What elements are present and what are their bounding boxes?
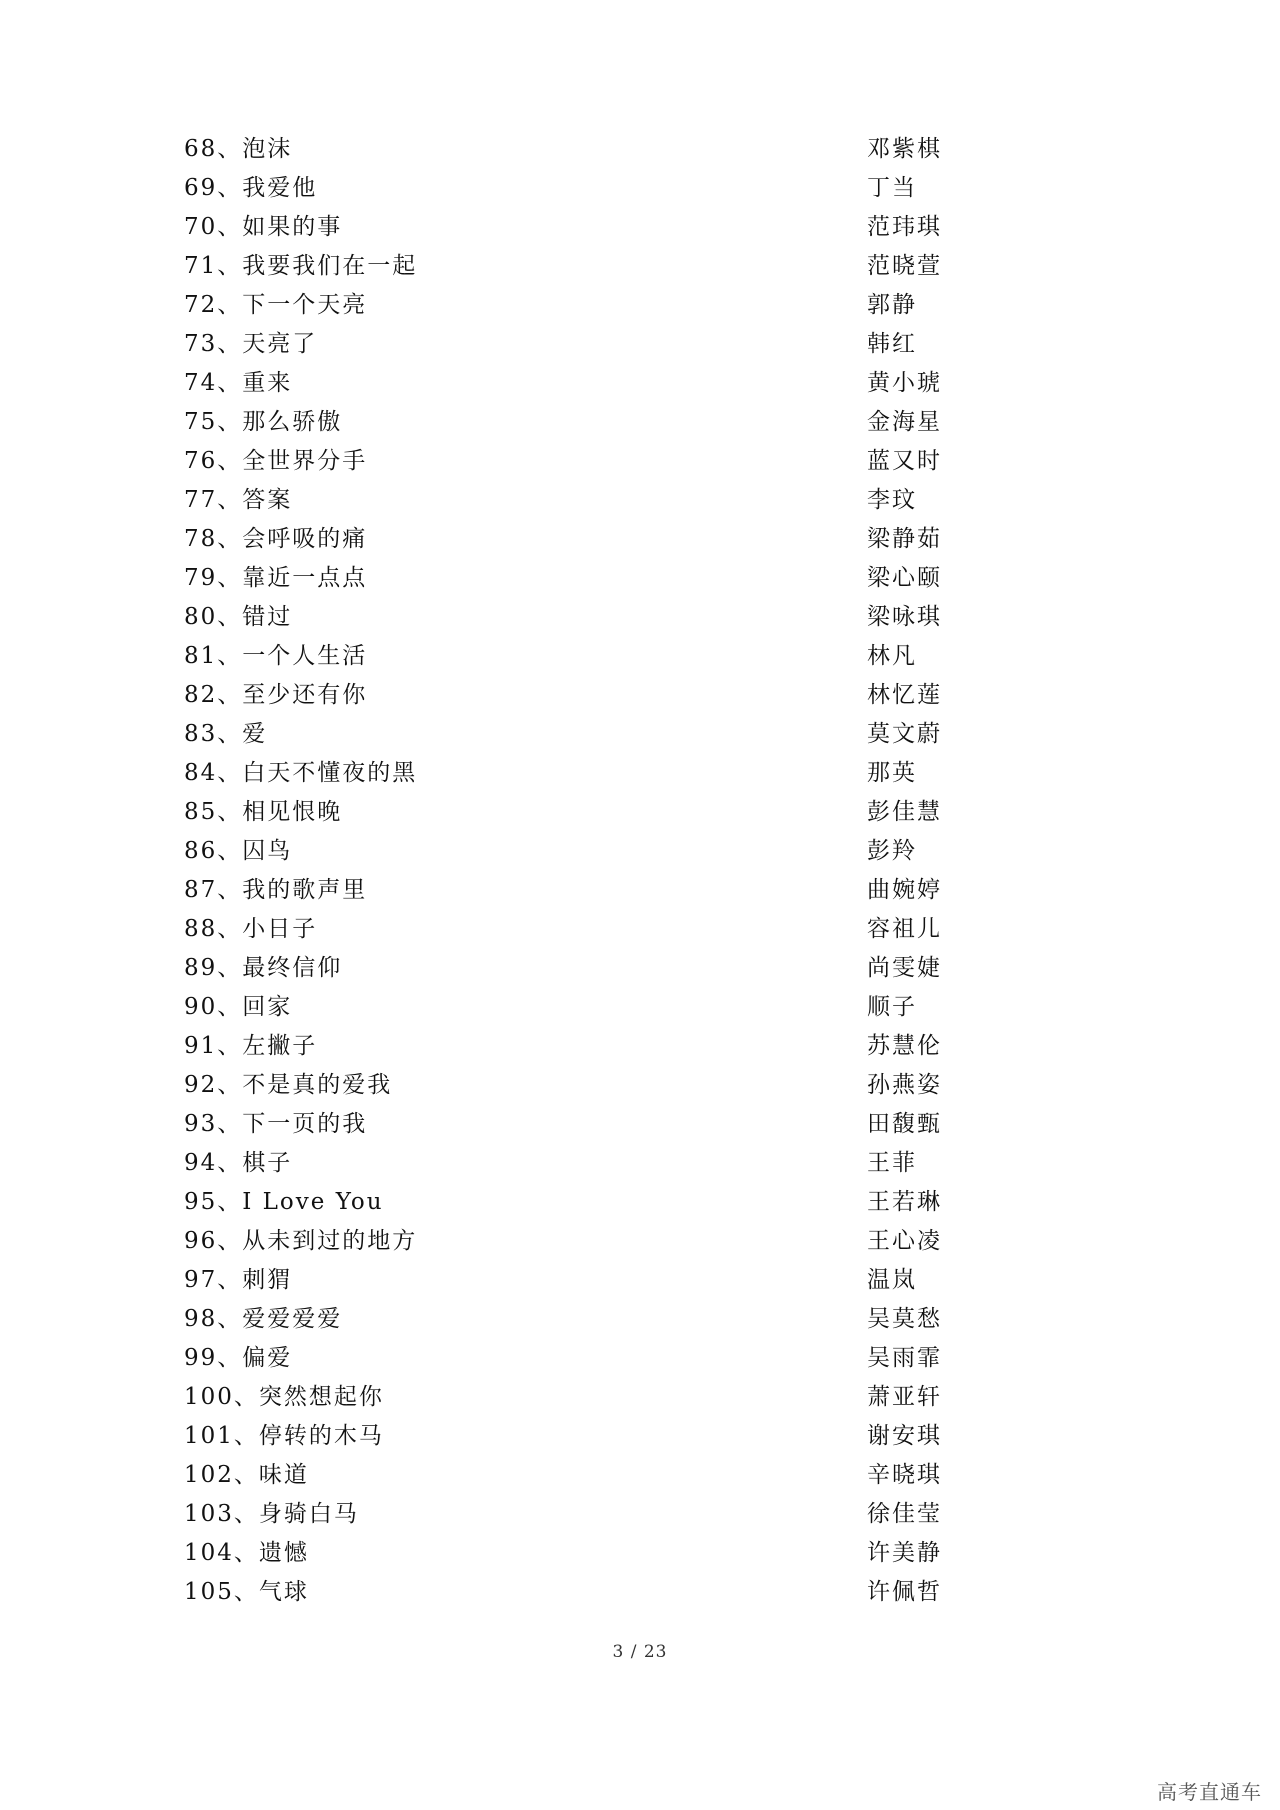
list-item bbox=[184, 637, 944, 676]
singer-name: 范玮琪 bbox=[867, 214, 942, 240]
list-item bbox=[184, 247, 944, 286]
song-title: 105、气球 bbox=[184, 1579, 309, 1605]
song-list bbox=[184, 130, 944, 1612]
song-title: 72、下一个天亮 bbox=[184, 292, 368, 318]
list-item bbox=[184, 442, 944, 481]
list-item bbox=[184, 1495, 944, 1534]
singer-name: 孙燕姿 bbox=[867, 1072, 942, 1098]
song-title: 95、I Love You bbox=[184, 1189, 384, 1215]
song-title: 76、全世界分手 bbox=[184, 448, 368, 474]
singer-name: 容祖儿 bbox=[867, 916, 942, 942]
song-title: 78、会呼吸的痛 bbox=[184, 526, 368, 552]
singer-name: 韩红 bbox=[867, 331, 917, 357]
song-title: 98、爱爱爱爱 bbox=[184, 1306, 343, 1332]
song-title: 89、最终信仰 bbox=[184, 955, 343, 981]
singer-name: 吴雨霏 bbox=[867, 1345, 942, 1371]
watermark-text: 高考直通车 bbox=[1157, 1780, 1262, 1804]
singer-name: 郭静 bbox=[867, 292, 917, 318]
singer-name: 那英 bbox=[867, 760, 917, 786]
song-title: 84、白天不懂夜的黑 bbox=[184, 760, 418, 786]
list-item bbox=[184, 1105, 944, 1144]
song-title: 99、偏爱 bbox=[184, 1345, 293, 1371]
singer-name: 范晓萱 bbox=[867, 253, 942, 279]
list-item bbox=[184, 1300, 944, 1339]
song-title: 70、如果的事 bbox=[184, 214, 343, 240]
singer-name: 彭羚 bbox=[867, 838, 917, 864]
list-item bbox=[184, 403, 944, 442]
singer-name: 苏慧伦 bbox=[867, 1033, 942, 1059]
song-title: 77、答案 bbox=[184, 487, 293, 513]
song-title: 90、回家 bbox=[184, 994, 293, 1020]
list-item bbox=[184, 1261, 944, 1300]
singer-name: 金海星 bbox=[867, 409, 942, 435]
list-item bbox=[184, 286, 944, 325]
list-item bbox=[184, 1144, 944, 1183]
list-item bbox=[184, 208, 944, 247]
song-title: 91、左撇子 bbox=[184, 1033, 318, 1059]
list-item bbox=[184, 325, 944, 364]
singer-name: 曲婉婷 bbox=[867, 877, 942, 903]
singer-name: 许佩哲 bbox=[867, 1579, 942, 1605]
song-title: 68、泡沫 bbox=[184, 136, 293, 162]
list-item bbox=[184, 988, 944, 1027]
list-item bbox=[184, 1183, 944, 1222]
list-item bbox=[184, 1222, 944, 1261]
song-title: 101、停转的木马 bbox=[184, 1423, 384, 1449]
song-title: 82、至少还有你 bbox=[184, 682, 368, 708]
list-item bbox=[184, 481, 944, 520]
singer-name: 辛晓琪 bbox=[867, 1462, 942, 1488]
song-title: 103、身骑白马 bbox=[184, 1501, 359, 1527]
song-title: 104、遗憾 bbox=[184, 1540, 309, 1566]
list-item bbox=[184, 1378, 944, 1417]
song-title: 100、突然想起你 bbox=[184, 1384, 384, 1410]
singer-name: 田馥甄 bbox=[867, 1111, 942, 1137]
song-title: 102、味道 bbox=[184, 1462, 309, 1488]
singer-name: 黄小琥 bbox=[867, 370, 942, 396]
list-item bbox=[184, 364, 944, 403]
list-item bbox=[184, 1339, 944, 1378]
list-item bbox=[184, 1066, 944, 1105]
singer-name: 邓紫棋 bbox=[867, 136, 942, 162]
list-item bbox=[184, 1534, 944, 1573]
list-item bbox=[184, 559, 944, 598]
list-item bbox=[184, 676, 944, 715]
singer-name: 梁心颐 bbox=[867, 565, 942, 591]
list-item bbox=[184, 871, 944, 910]
singer-name: 林忆莲 bbox=[867, 682, 942, 708]
song-title: 85、相见恨晚 bbox=[184, 799, 343, 825]
song-title: 74、重来 bbox=[184, 370, 293, 396]
song-title: 75、那么骄傲 bbox=[184, 409, 343, 435]
singer-name: 王菲 bbox=[867, 1150, 917, 1176]
song-title: 92、不是真的爱我 bbox=[184, 1072, 393, 1098]
singer-name: 彭佳慧 bbox=[867, 799, 942, 825]
song-title: 86、囚鸟 bbox=[184, 838, 293, 864]
singer-name: 王心凌 bbox=[867, 1228, 942, 1254]
list-item bbox=[184, 520, 944, 559]
song-title: 73、天亮了 bbox=[184, 331, 318, 357]
singer-name: 莫文蔚 bbox=[867, 721, 942, 747]
list-item bbox=[184, 1573, 944, 1612]
singer-name: 吴莫愁 bbox=[867, 1306, 942, 1332]
song-title: 69、我爱他 bbox=[184, 175, 318, 201]
singer-name: 谢安琪 bbox=[867, 1423, 942, 1449]
song-title: 97、刺猬 bbox=[184, 1267, 293, 1293]
list-item bbox=[184, 832, 944, 871]
singer-name: 蓝又时 bbox=[867, 448, 942, 474]
list-item bbox=[184, 169, 944, 208]
song-title: 93、下一页的我 bbox=[184, 1111, 368, 1137]
singer-name: 温岚 bbox=[867, 1267, 917, 1293]
singer-name: 梁咏琪 bbox=[867, 604, 942, 630]
list-item bbox=[184, 598, 944, 637]
list-item bbox=[184, 754, 944, 793]
song-title: 88、小日子 bbox=[184, 916, 318, 942]
list-item bbox=[184, 715, 944, 754]
list-item bbox=[184, 130, 944, 169]
song-title: 81、一个人生活 bbox=[184, 643, 368, 669]
singer-name: 王若琳 bbox=[867, 1189, 942, 1215]
song-title: 79、靠近一点点 bbox=[184, 565, 368, 591]
list-item bbox=[184, 793, 944, 832]
list-item bbox=[184, 949, 944, 988]
singer-name: 梁静茹 bbox=[867, 526, 942, 552]
singer-name: 李玟 bbox=[867, 487, 917, 513]
song-title: 87、我的歌声里 bbox=[184, 877, 368, 903]
list-item bbox=[184, 1417, 944, 1456]
singer-name: 尚雯婕 bbox=[867, 955, 942, 981]
singer-name: 丁当 bbox=[867, 175, 917, 201]
singer-name: 萧亚轩 bbox=[867, 1384, 942, 1410]
song-title: 80、错过 bbox=[184, 604, 293, 630]
singer-name: 许美静 bbox=[867, 1540, 942, 1566]
singer-name: 徐佳莹 bbox=[867, 1501, 942, 1527]
song-title: 96、从未到过的地方 bbox=[184, 1228, 418, 1254]
page-number: 3 / 23 bbox=[612, 1642, 668, 1662]
list-item bbox=[184, 1027, 944, 1066]
song-title: 83、爱 bbox=[184, 721, 268, 747]
singer-name: 林凡 bbox=[867, 643, 917, 669]
list-item bbox=[184, 910, 944, 949]
song-title: 94、棋子 bbox=[184, 1150, 293, 1176]
list-item bbox=[184, 1456, 944, 1495]
song-title: 71、我要我们在一起 bbox=[184, 253, 418, 279]
singer-name: 顺子 bbox=[867, 994, 917, 1020]
